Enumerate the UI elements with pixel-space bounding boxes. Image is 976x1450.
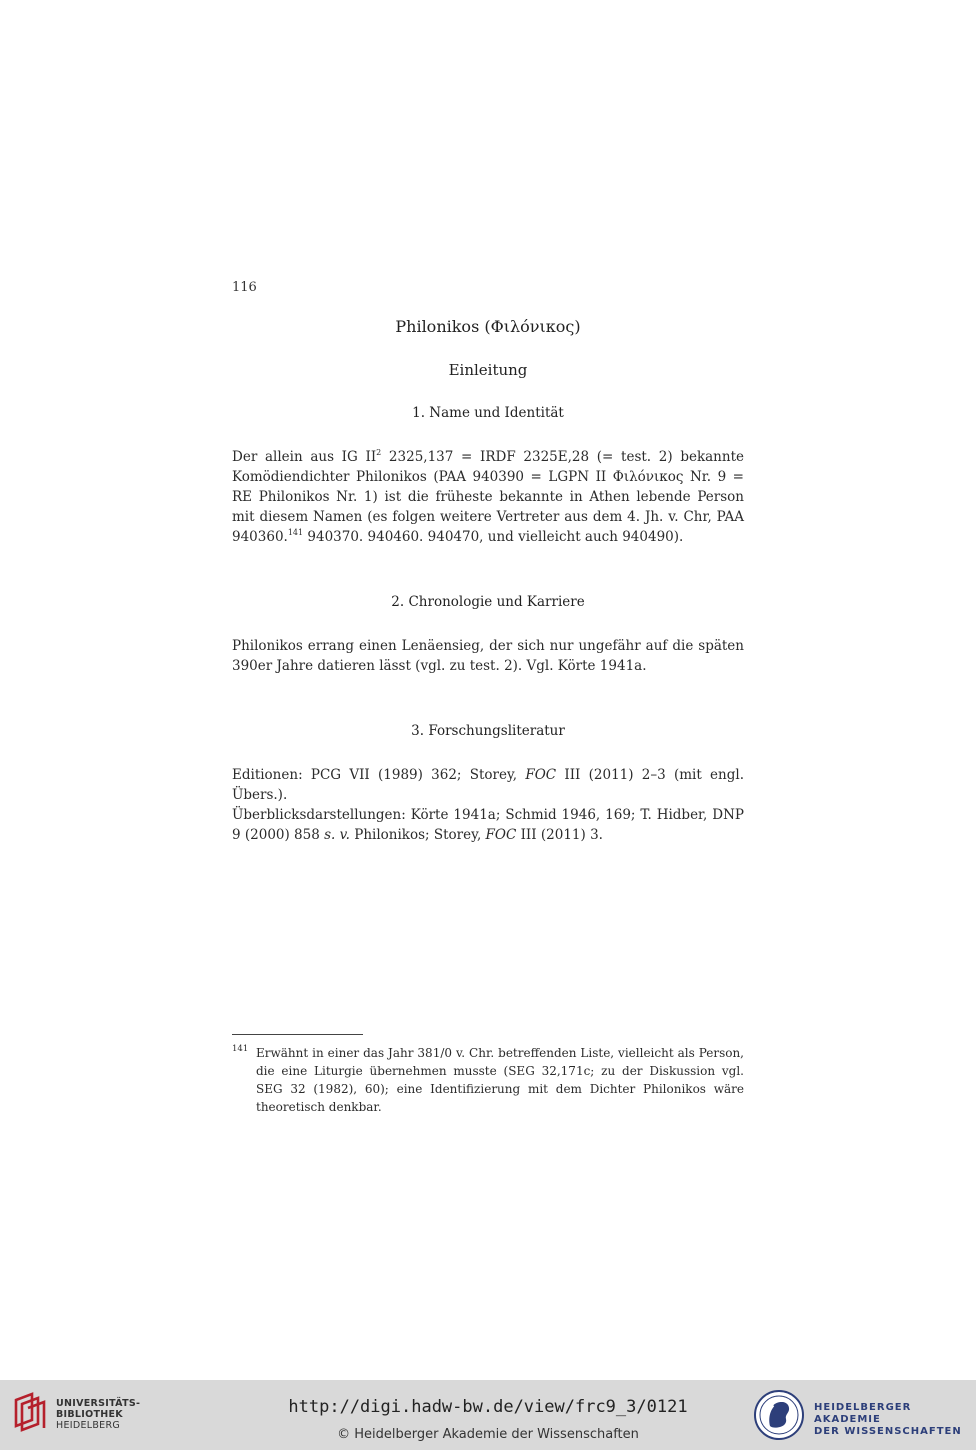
italic-text: s. v. [324,827,350,843]
ub-line: UNIVERSITÄTS- [56,1398,141,1409]
ub-line: BIBLIOTHEK [56,1409,123,1420]
footnote-reference[interactable]: 141 [287,528,304,537]
footnote-text: Erwähnt in einer das Jahr 381/0 v. Chr. betreffenden Liste, vielleicht als Person, die eine Liturgie übernehmen musste (SEG 32,171c; zu der Diskussion vgl. SEG 32 (1982), 60); eine Identifizierung mit dem Dichter Philonikos wäre theoretisch denkbar. [256,1046,744,1114]
paragraph-text: Philonikos; Storey, [349,827,486,843]
section-heading-name-identity: 1. Name und Identität [412,405,564,421]
paragraph-text: III (2011) 2–3 (mit engl. Übers.). [232,767,744,803]
footer-banner [0,1380,976,1450]
paragraph-chronology: Philonikos errang einen Lenäensieg, der sich nur ungefähr auf die späten 390er Jahre datieren lässt (vgl. zu test. 2). Vgl. Körte 1941a. [232,638,744,674]
page-subtitle: Einleitung [448,361,528,379]
paragraph-text: Der allein aus IG II [232,449,377,465]
hadw-line: HEIDELBERGER AKADEMIE [814,1402,912,1425]
document-url-link[interactable]: http://digi.hadw-bw.de/view/frc9_3/0121 [288,1397,688,1417]
paragraph-overview [232,805,744,845]
paragraph-text: III (2011) 3. [516,827,603,843]
paragraph-editions [232,765,744,805]
ub-line: HEIDELBERG [56,1420,121,1431]
italic-text: FOC [485,827,517,843]
page-number: 116 [232,280,257,295]
superscript: 2 [376,448,382,457]
footnote-divider [232,1034,363,1035]
footnote [232,1044,744,1116]
footnote-number: 141 [232,1044,249,1054]
section-heading-chronology: 2. Chronologie und Karriere [391,594,585,610]
paragraph-text: 940370. 940460. 940470, und vielleicht auch 940490). [303,529,684,545]
copyright-notice: © Heidelberger Akademie der Wissenschaften [337,1427,639,1442]
hadw-line: DER WISSENSCHAFTEN [814,1426,962,1437]
academy-seal-icon[interactable] [754,1388,804,1442]
academy-name [814,1402,976,1438]
paragraph-text: 2325,137 = IRDF 2325E,28 (= test. 2) bekannte Komödiendichter Philonikos (PAA 940390 = LGPN II Φιλόνικος Nr. 9 = RE Philonikos Nr. 1) ist die früheste bekannte in Athen lebende Person mit diesem Namen (es folgen weitere Vertreter aus dem 4. Jh. v. Chr, PAA 940360. [232,449,744,545]
page-title: Philonikos (Φιλόνικος) [395,317,581,336]
paragraph-text: Editionen: PCG VII (1989) 362; Storey, [232,767,526,783]
italic-text: FOC [525,767,557,783]
paragraph-text: Überblicksdarstellungen: Körte 1941a; Schmid 1946, 169; T. Hidber, DNP 9 (2000) 858 [232,807,744,843]
paragraph-name-identity [232,447,744,547]
section-heading-research-literature: 3. Forschungsliteratur [411,723,565,739]
